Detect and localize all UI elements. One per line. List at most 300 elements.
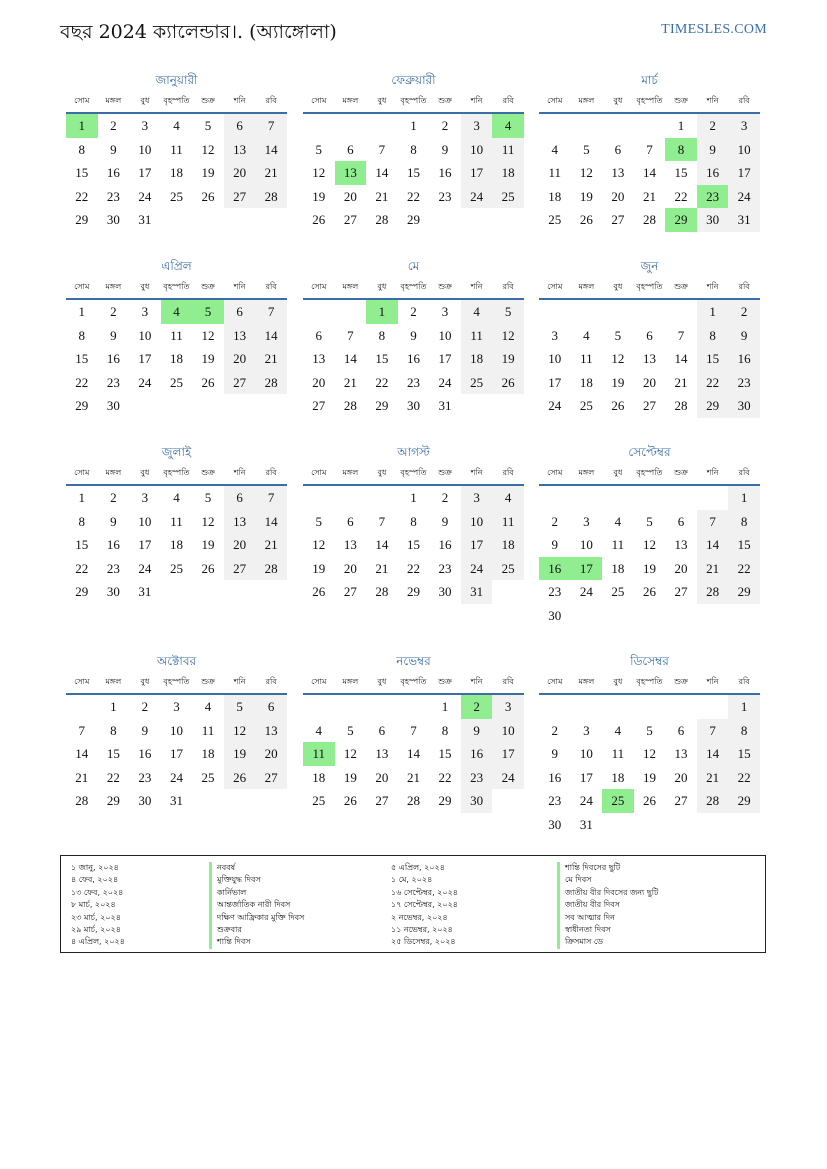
day-cell: 31 xyxy=(461,580,493,604)
day-cell: 4 xyxy=(173,490,180,505)
day-cell: 20 xyxy=(674,769,688,785)
day-cell: 24 xyxy=(579,793,593,808)
weekday-label: রবি xyxy=(502,676,514,686)
day-cell: 20 xyxy=(255,742,287,766)
day-cell: 26 xyxy=(492,371,524,395)
day-cell: 28 xyxy=(255,557,287,581)
day-cell: 8 xyxy=(441,722,449,738)
day-cell: 11 xyxy=(492,510,524,534)
day-cell: 2 xyxy=(551,513,559,529)
day-cell: 20 xyxy=(343,560,357,576)
holiday-day-cell: 1 xyxy=(66,114,98,138)
weekday-label: রবি xyxy=(738,281,750,291)
day-cell: 17 xyxy=(138,351,152,366)
day-cell: 15 xyxy=(406,537,420,552)
day-cell: 3 xyxy=(461,486,493,510)
empty-cell xyxy=(634,114,666,138)
days-grid xyxy=(66,114,287,232)
weekday-label: শনি xyxy=(233,467,246,477)
day-cell: 5 xyxy=(204,118,212,133)
legend-holiday-name: স্বাধীনতা দিবস xyxy=(557,924,658,936)
day-cell: 4 xyxy=(315,722,323,738)
month-name: এপ্রিল xyxy=(161,259,192,273)
day-cell: 14 xyxy=(375,165,389,180)
holiday-day-cell: 13 xyxy=(335,161,367,185)
day-cell: 7 xyxy=(255,486,287,510)
day-cell: 14 xyxy=(697,533,729,557)
empty-cell xyxy=(539,114,571,138)
day-cell: 9 xyxy=(728,324,760,348)
day-cell: 10 xyxy=(461,138,493,162)
day-cell: 28 xyxy=(674,398,688,413)
day-cell: 27 xyxy=(611,212,625,227)
day-cell: 28 xyxy=(697,580,729,604)
day-cell: 29 xyxy=(375,398,389,413)
empty-cell xyxy=(398,695,430,719)
day-cell: 17 xyxy=(461,533,493,557)
empty-cell xyxy=(602,486,634,510)
day-cell: 23 xyxy=(728,371,760,395)
weekday-label: বুধ xyxy=(613,95,623,105)
day-cell: 22 xyxy=(406,560,420,576)
day-cell: 8 xyxy=(697,324,729,348)
day-cell: 15 xyxy=(106,746,120,761)
day-cell: 16 xyxy=(406,351,420,366)
legend-holiday-name: সব আত্মার দিন xyxy=(557,912,658,924)
day-cell: 14 xyxy=(406,746,420,761)
weekday-label: রবি xyxy=(502,95,514,105)
empty-cell xyxy=(634,695,666,719)
day-cell: 24 xyxy=(461,185,493,209)
day-cell: 18 xyxy=(312,769,326,785)
month-calendar xyxy=(66,72,287,232)
empty-cell xyxy=(571,300,603,324)
day-cell: 14 xyxy=(375,537,389,552)
day-cell: 5 xyxy=(614,327,622,343)
weekday-header xyxy=(66,671,287,695)
empty-cell xyxy=(303,695,335,719)
weekday-label: শুক্র xyxy=(438,676,452,686)
day-cell: 23 xyxy=(106,560,120,576)
day-cell: 19 xyxy=(312,188,326,204)
weekday-label: বৃহস্পতি xyxy=(636,281,663,291)
day-cell: 15 xyxy=(728,742,760,766)
legend-date: ১৬ সেপ্টেম্বর, ২০২৪ xyxy=(391,887,458,897)
day-cell: 10 xyxy=(138,141,152,157)
holiday-day-cell: 4 xyxy=(161,300,193,324)
empty-cell xyxy=(335,114,367,138)
day-cell: 6 xyxy=(677,513,685,529)
month-calendar xyxy=(66,444,287,604)
weekday-label: শনি xyxy=(706,281,719,291)
day-cell: 31 xyxy=(138,584,152,599)
weekday-label: শনি xyxy=(470,676,483,686)
day-cell: 30 xyxy=(548,816,562,832)
month-name: মে xyxy=(407,259,420,273)
days-grid xyxy=(539,695,760,836)
weekday-label: মঙ্গল xyxy=(105,95,122,105)
day-cell: 20 xyxy=(674,560,688,576)
weekday-label: সোম xyxy=(74,281,90,291)
weekday-label: সোম xyxy=(74,676,90,686)
day-cell: 1 xyxy=(441,699,449,714)
weekday-label: শনি xyxy=(233,95,246,105)
legend-names-left xyxy=(209,862,304,949)
day-cell: 13 xyxy=(611,165,625,180)
day-cell: 1 xyxy=(410,490,417,505)
day-cell: 15 xyxy=(406,165,420,180)
weekday-header xyxy=(539,90,760,114)
empty-cell xyxy=(665,486,697,510)
day-cell: 17 xyxy=(492,742,524,766)
day-cell: 9 xyxy=(551,746,559,761)
day-cell: 20 xyxy=(224,161,256,185)
weekday-label: শনি xyxy=(233,281,246,291)
day-cell: 12 xyxy=(224,719,256,743)
day-cell: 15 xyxy=(75,537,89,552)
day-cell: 16 xyxy=(106,165,120,180)
day-cell: 18 xyxy=(579,374,593,390)
day-cell: 23 xyxy=(438,560,452,576)
day-cell: 18 xyxy=(492,533,524,557)
holiday-day-cell: 16 xyxy=(539,557,571,581)
day-cell: 4 xyxy=(583,327,590,343)
brand-logo-text[interactable]: TIMESLES.COM xyxy=(661,22,767,37)
legend-date: ৪ এপ্রিল, ২০২৪ xyxy=(71,937,125,947)
day-cell: 14 xyxy=(343,351,357,366)
day-cell: 27 xyxy=(224,185,256,209)
day-cell: 18 xyxy=(548,188,562,204)
weekday-label: শুক্র xyxy=(674,676,688,686)
empty-cell xyxy=(571,486,603,510)
day-cell: 26 xyxy=(224,766,256,790)
weekday-label: সোম xyxy=(74,467,90,477)
day-cell: 12 xyxy=(642,746,656,761)
day-cell: 1 xyxy=(78,490,86,505)
day-cell: 20 xyxy=(224,347,256,371)
day-cell: 24 xyxy=(138,560,152,576)
empty-cell xyxy=(66,695,98,719)
day-cell: 22 xyxy=(75,374,89,390)
holiday-day-cell: 2 xyxy=(461,695,493,719)
day-cell: 27 xyxy=(224,557,256,581)
weekday-label: বৃহস্পতি xyxy=(163,467,190,477)
day-cell: 10 xyxy=(169,722,183,738)
day-cell: 22 xyxy=(438,769,452,785)
weekday-label: মঙ্গল xyxy=(105,467,122,477)
days-grid xyxy=(303,114,524,232)
day-cell: 13 xyxy=(312,351,326,366)
weekday-header xyxy=(539,462,760,486)
day-cell: 8 xyxy=(110,722,117,738)
day-cell: 21 xyxy=(674,374,688,390)
day-cell: 28 xyxy=(642,212,656,227)
day-cell: 20 xyxy=(375,769,389,785)
weekday-label: সোম xyxy=(547,281,563,291)
day-cell: 16 xyxy=(697,161,729,185)
weekday-label: বুধ xyxy=(140,467,150,477)
day-cell: 24 xyxy=(138,374,152,390)
weekday-label: মঙ্গল xyxy=(578,467,595,477)
day-cell: 10 xyxy=(438,327,452,343)
day-cell: 24 xyxy=(728,185,760,209)
holiday-day-cell: 23 xyxy=(697,185,729,209)
weekday-header xyxy=(66,276,287,300)
day-cell: 16 xyxy=(106,537,120,552)
days-grid xyxy=(66,695,287,813)
day-cell: 2 xyxy=(110,304,117,319)
empty-cell xyxy=(366,695,398,719)
day-cell: 29 xyxy=(406,584,420,599)
day-cell: 4 xyxy=(492,486,524,510)
day-cell: 11 xyxy=(170,327,183,343)
weekday-label: রবি xyxy=(265,95,277,105)
weekday-header xyxy=(539,276,760,300)
day-cell: 21 xyxy=(75,769,89,785)
weekday-header xyxy=(303,276,524,300)
day-cell: 16 xyxy=(438,537,452,552)
weekday-label: মঙ্গল xyxy=(342,281,359,291)
day-cell: 24 xyxy=(492,766,524,790)
legend-holiday-name: ক্রিসমাস ডে xyxy=(557,936,658,948)
day-cell: 19 xyxy=(201,351,215,366)
day-cell: 17 xyxy=(138,165,152,180)
weekday-label: মঙ্গল xyxy=(342,95,359,105)
day-cell: 2 xyxy=(441,118,449,133)
days-grid xyxy=(303,486,524,604)
day-cell: 14 xyxy=(697,742,729,766)
day-cell: 19 xyxy=(579,188,593,204)
day-cell: 17 xyxy=(728,161,760,185)
weekday-header xyxy=(303,462,524,486)
day-cell: 19 xyxy=(343,769,357,785)
day-cell: 17 xyxy=(138,537,152,552)
weekday-label: শুক্র xyxy=(438,95,452,105)
day-cell: 20 xyxy=(224,533,256,557)
day-cell: 4 xyxy=(461,300,493,324)
day-cell: 3 xyxy=(141,490,149,505)
day-cell: 14 xyxy=(255,510,287,534)
empty-cell xyxy=(303,486,335,510)
day-cell: 19 xyxy=(224,742,256,766)
weekday-label: বৃহস্পতি xyxy=(636,95,663,105)
day-cell: 20 xyxy=(343,188,357,204)
day-cell: 30 xyxy=(461,789,493,813)
day-cell: 6 xyxy=(614,141,622,157)
day-cell: 17 xyxy=(438,351,452,366)
day-cell: 30 xyxy=(728,394,760,418)
day-cell: 29 xyxy=(438,793,452,808)
day-cell: 12 xyxy=(312,537,326,552)
weekday-label: সোম xyxy=(547,95,563,105)
day-cell: 15 xyxy=(697,347,729,371)
day-cell: 10 xyxy=(579,537,593,552)
weekday-label: মঙ্গল xyxy=(578,95,595,105)
day-cell: 7 xyxy=(78,722,86,738)
legend-date: ২৩ মার্চ, ২০২৪ xyxy=(71,912,121,922)
day-cell: 12 xyxy=(579,165,593,180)
day-cell: 5 xyxy=(315,141,323,157)
weekday-label: বুধ xyxy=(140,95,150,105)
empty-cell xyxy=(602,114,634,138)
day-cell: 14 xyxy=(255,138,287,162)
day-cell: 21 xyxy=(255,533,287,557)
day-cell: 11 xyxy=(580,351,593,366)
empty-cell xyxy=(303,300,335,324)
day-cell: 21 xyxy=(343,374,357,390)
weekday-label: শুক্র xyxy=(674,467,688,477)
weekday-header xyxy=(539,671,760,695)
legend-holiday-name: জাতীয় বীর দিবস xyxy=(557,899,658,911)
empty-cell xyxy=(539,486,571,510)
day-cell: 7 xyxy=(255,300,287,324)
day-cell: 29 xyxy=(75,212,89,227)
empty-cell xyxy=(539,695,571,719)
day-cell: 14 xyxy=(255,324,287,348)
day-cell: 1 xyxy=(697,300,729,324)
day-cell: 26 xyxy=(312,212,326,227)
day-cell: 7 xyxy=(697,719,729,743)
day-cell: 6 xyxy=(255,695,287,719)
legend-date: ২৫ ডিসেম্বর, ২০২৪ xyxy=(391,937,456,947)
day-cell: 30 xyxy=(697,208,729,232)
day-cell: 11 xyxy=(170,141,183,157)
weekday-label: বুধ xyxy=(140,281,150,291)
day-cell: 18 xyxy=(201,746,215,761)
holiday-day-cell: 11 xyxy=(303,742,335,766)
day-cell: 12 xyxy=(201,327,215,343)
holiday-day-cell: 25 xyxy=(602,789,634,813)
day-cell: 30 xyxy=(406,398,420,413)
weekday-label: রবি xyxy=(738,95,750,105)
day-cell: 16 xyxy=(138,746,152,761)
days-grid xyxy=(66,300,287,418)
empty-cell xyxy=(697,486,729,510)
day-cell: 13 xyxy=(255,719,287,743)
day-cell: 13 xyxy=(343,537,357,552)
day-cell: 25 xyxy=(579,398,593,413)
day-cell: 29 xyxy=(728,580,760,604)
weekday-label: রবি xyxy=(265,676,277,686)
day-cell: 4 xyxy=(173,118,180,133)
day-cell: 8 xyxy=(728,719,760,743)
day-cell: 7 xyxy=(378,513,386,529)
day-cell: 25 xyxy=(169,188,183,204)
day-cell: 9 xyxy=(141,722,149,738)
empty-cell xyxy=(335,486,367,510)
empty-cell xyxy=(539,300,571,324)
day-cell: 9 xyxy=(110,513,117,529)
day-cell: 19 xyxy=(201,165,215,180)
weekday-label: শনি xyxy=(470,467,483,477)
day-cell: 12 xyxy=(492,324,524,348)
day-cell: 10 xyxy=(548,351,562,366)
day-cell: 15 xyxy=(438,746,452,761)
day-cell: 12 xyxy=(201,141,215,157)
day-cell: 27 xyxy=(674,584,688,599)
weekday-label: মঙ্গল xyxy=(105,281,122,291)
day-cell: 12 xyxy=(642,537,656,552)
legend-date: ১৩ ফেব, ২০২৪ xyxy=(71,887,124,897)
day-cell: 5 xyxy=(646,722,653,738)
day-cell: 28 xyxy=(697,789,729,813)
month-name: নভেম্বর xyxy=(396,654,431,668)
month-name: জানুয়ারী xyxy=(155,73,198,87)
day-cell: 11 xyxy=(461,324,493,348)
day-cell: 24 xyxy=(579,584,593,599)
weekday-header xyxy=(303,90,524,114)
weekday-label: শুক্র xyxy=(201,281,215,291)
day-cell: 11 xyxy=(548,165,562,180)
day-cell: 22 xyxy=(106,769,120,785)
day-cell: 18 xyxy=(169,537,183,552)
day-cell: 10 xyxy=(461,510,493,534)
day-cell: 25 xyxy=(169,560,183,576)
month-calendar xyxy=(539,72,760,232)
legend-holiday-name: শান্তি দিবস xyxy=(209,936,304,948)
month-calendar xyxy=(66,653,287,813)
day-cell: 5 xyxy=(646,513,653,529)
day-cell: 30 xyxy=(106,212,120,227)
day-cell: 26 xyxy=(201,374,215,390)
legend-date: ২ নভেম্বর, ২০২৪ xyxy=(391,912,448,922)
weekday-header xyxy=(66,90,287,114)
weekday-label: বৃহস্পতি xyxy=(163,95,190,105)
day-cell: 8 xyxy=(410,141,417,157)
day-cell: 25 xyxy=(548,212,562,227)
days-grid xyxy=(303,300,524,418)
month-calendar xyxy=(539,444,760,627)
day-cell: 15 xyxy=(674,165,688,180)
day-cell: 18 xyxy=(611,769,625,785)
day-cell: 21 xyxy=(255,161,287,185)
day-cell: 4 xyxy=(204,699,212,714)
day-cell: 12 xyxy=(611,351,625,366)
weekday-label: বুধ xyxy=(613,676,623,686)
day-cell: 28 xyxy=(75,793,89,808)
day-cell: 6 xyxy=(378,722,386,738)
day-cell: 6 xyxy=(347,141,354,157)
day-cell: 3 xyxy=(583,513,590,529)
day-cell: 2 xyxy=(110,490,117,505)
day-cell: 23 xyxy=(438,188,452,204)
day-cell: 6 xyxy=(224,486,256,510)
day-cell: 2 xyxy=(410,304,417,319)
legend-dates-right xyxy=(391,862,458,949)
day-cell: 13 xyxy=(674,537,688,552)
day-cell: 29 xyxy=(728,789,760,813)
day-cell: 31 xyxy=(138,212,152,227)
day-cell: 1 xyxy=(728,695,760,719)
day-cell: 3 xyxy=(141,118,149,133)
day-cell: 25 xyxy=(492,557,524,581)
month-name: সেপ্টেম্বর xyxy=(628,445,671,459)
legend-holiday-name: শান্তি দিবসের ছুটি xyxy=(557,862,658,874)
day-cell: 14 xyxy=(75,746,89,761)
weekday-label: শুক্র xyxy=(201,676,215,686)
day-cell: 9 xyxy=(441,513,449,529)
weekday-label: রবি xyxy=(502,281,514,291)
weekday-label: বৃহস্পতি xyxy=(163,676,190,686)
day-cell: 21 xyxy=(697,557,729,581)
day-cell: 14 xyxy=(674,351,688,366)
day-cell: 24 xyxy=(169,769,183,785)
day-cell: 11 xyxy=(170,513,183,529)
day-cell: 19 xyxy=(642,769,656,785)
weekday-label: শুক্র xyxy=(201,95,215,105)
legend-date: ১৭ সেপ্টেম্বর, ২০২৪ xyxy=(391,900,458,910)
weekday-label: বৃহস্পতি xyxy=(400,467,427,477)
